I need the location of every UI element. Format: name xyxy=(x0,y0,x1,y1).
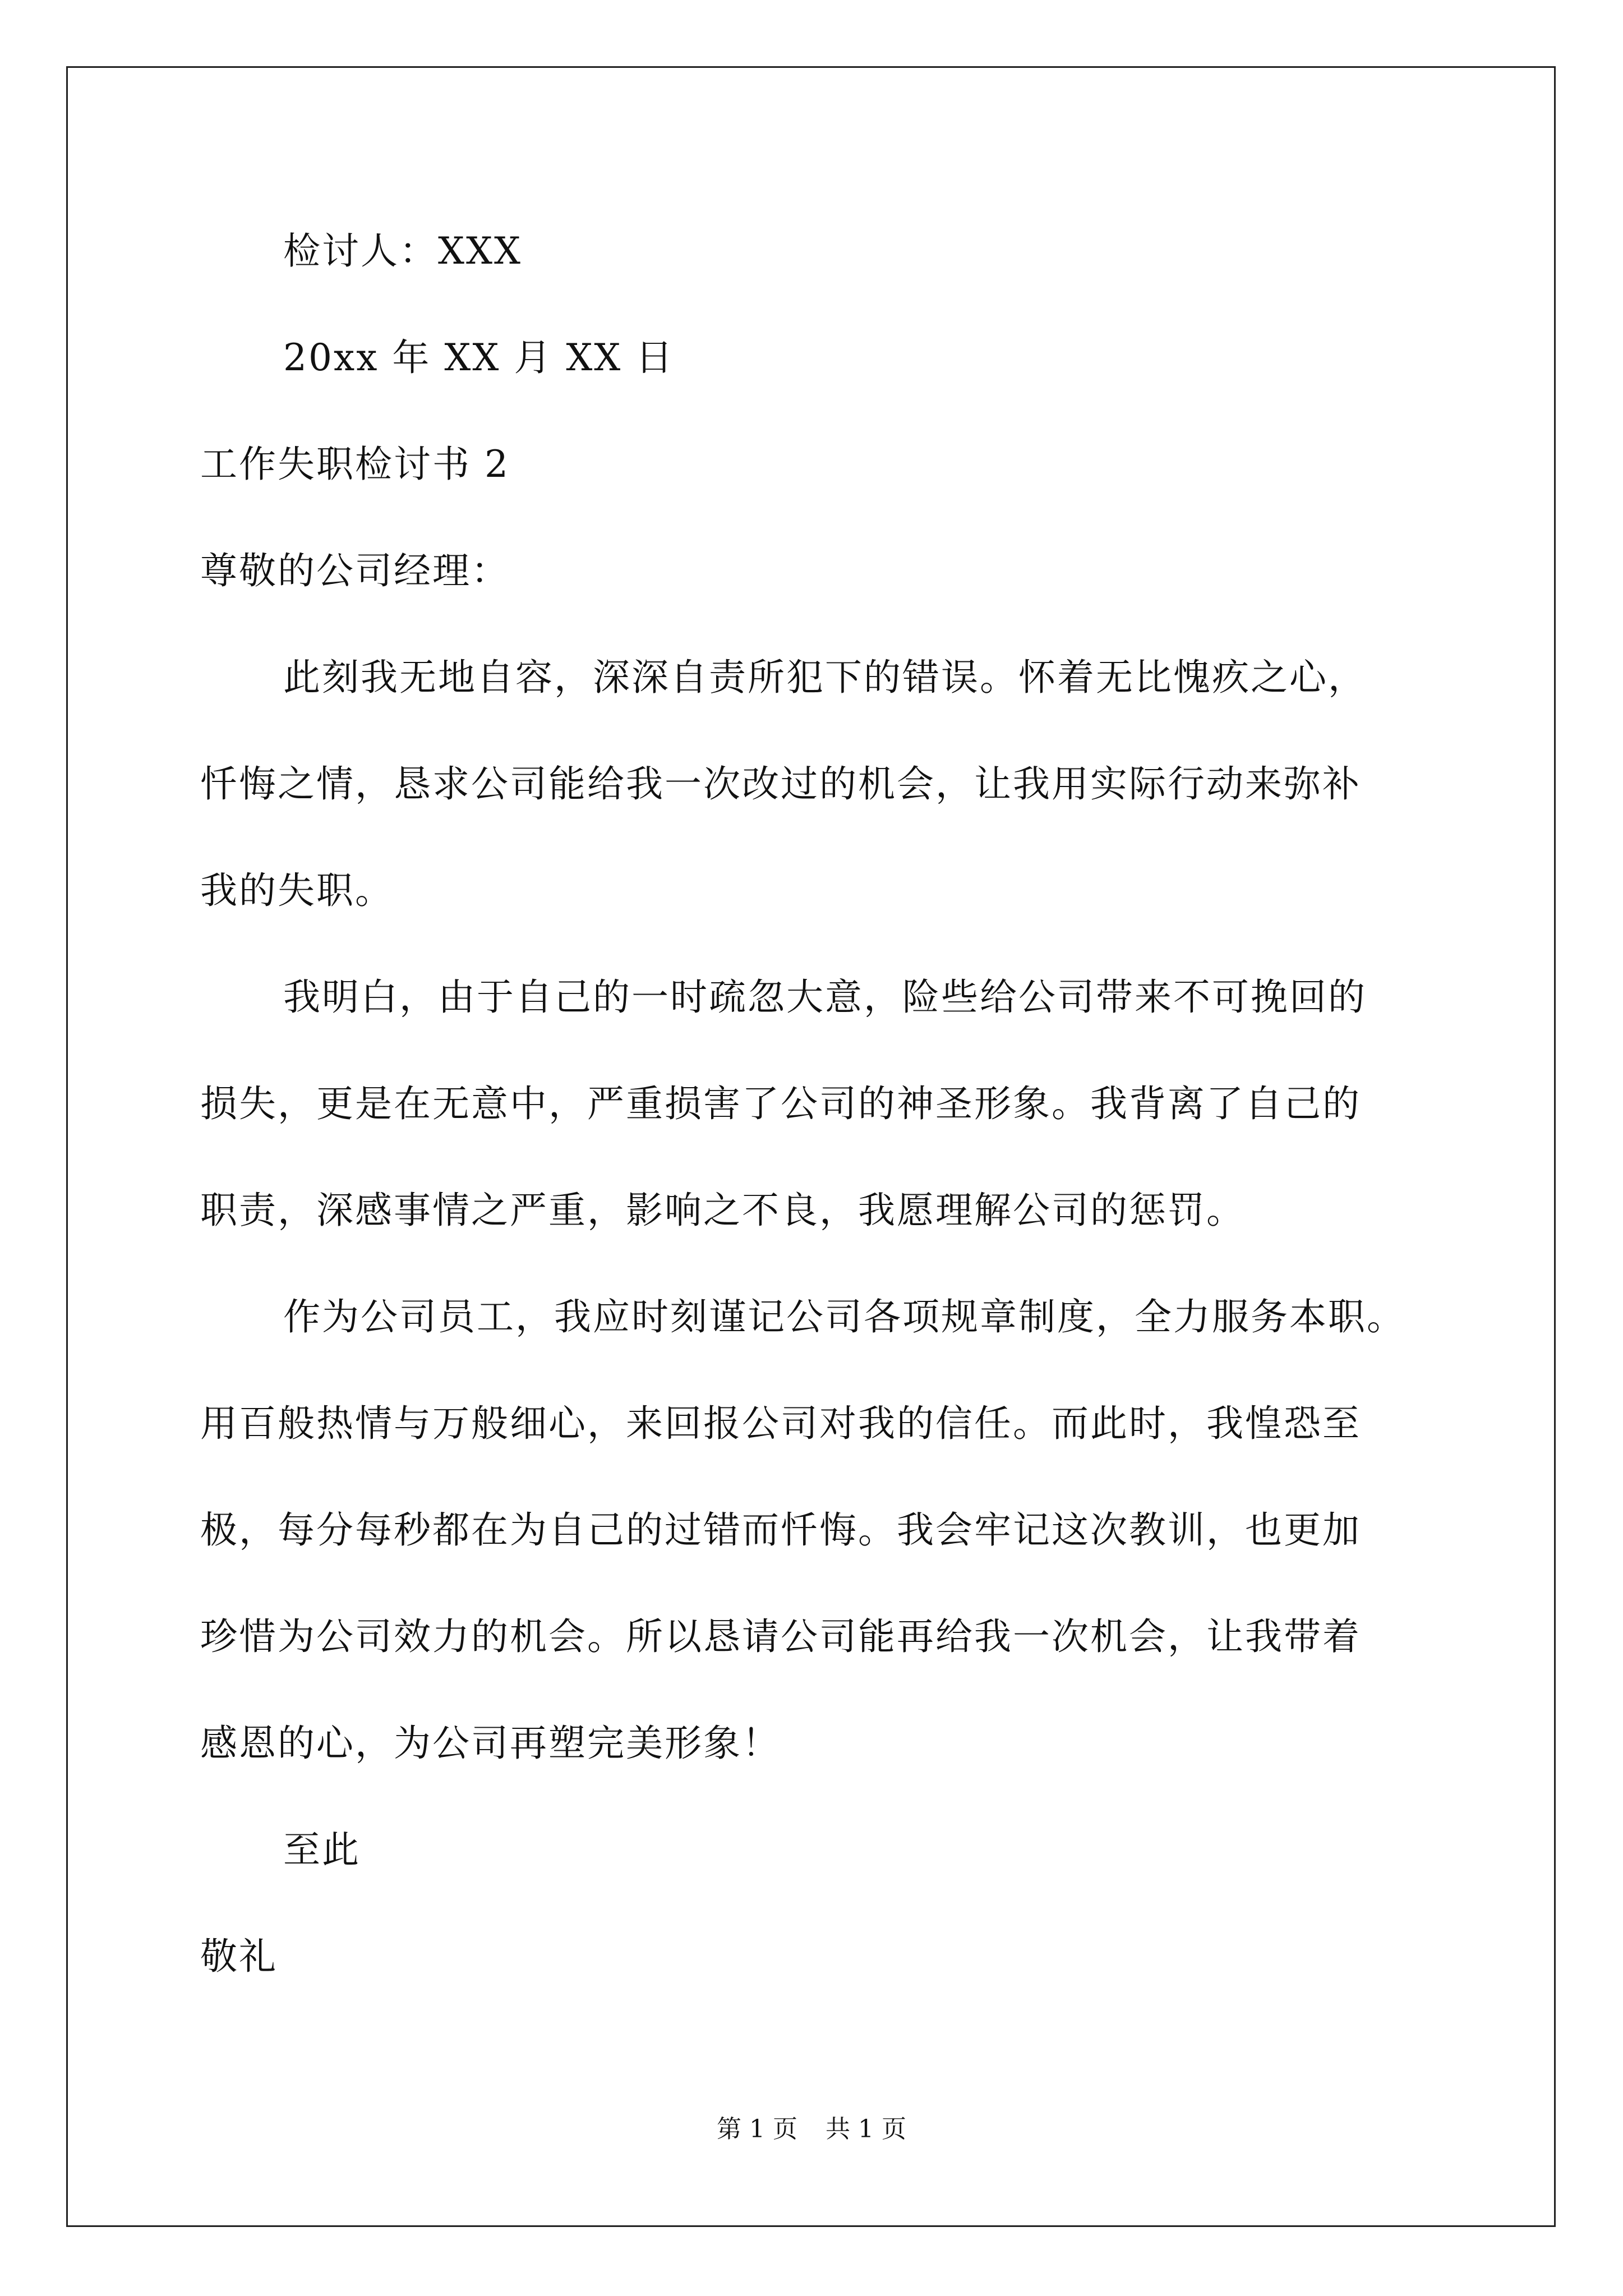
closing-line-2: 敬礼 xyxy=(200,1935,278,1978)
paragraph-1-line-3: 我的失职。 xyxy=(200,869,394,912)
paragraph-3-line-1: 作为公司员工，我应时刻谨记公司各项规章制度，全力服务本职。 xyxy=(283,1295,1405,1338)
paragraph-3-line-4: 珍惜为公司效力的机会。所以恳请公司能再给我一次机会，让我带着 xyxy=(200,1615,1361,1658)
page-footer xyxy=(0,2114,1623,2145)
date-line: 20xx 年 XX 月 XX 日 xyxy=(283,336,675,379)
signature-line: 检讨人：XXX xyxy=(283,229,522,273)
document-title: 工作失职检讨书 2 xyxy=(200,443,510,486)
paragraph-1-line-2: 忏悔之情，恳求公司能给我一次改过的机会，让我用实际行动来弥补 xyxy=(200,762,1361,806)
paragraph-1-line-1: 此刻我无地自容，深深自责所犯下的错误。怀着无比愧疚之心， xyxy=(283,656,1367,699)
paragraph-3-line-3: 极，每分每秒都在为自己的过错而忏悔。我会牢记这次教训，也更加 xyxy=(200,1508,1361,1552)
paragraph-2-line-3: 职责，深感事情之严重，影响之不良，我愿理解公司的惩罚。 xyxy=(200,1189,1245,1232)
paragraph-2-line-1: 我明白，由于自己的一时疏忽大意，险些给公司带来不可挽回的 xyxy=(283,976,1367,1019)
paragraph-3-line-5: 感恩的心，为公司再塑完美形象！ xyxy=(200,1722,781,1765)
salutation: 尊敬的公司经理： xyxy=(200,549,510,592)
closing-line-1: 至此 xyxy=(283,1828,361,1871)
page-number-total: 共 1 页 xyxy=(826,2115,906,2143)
page-border xyxy=(66,66,1556,2227)
page-number-current: 第 1 页 xyxy=(717,2115,797,2143)
paragraph-3-line-2: 用百般热情与万般细心，来回报公司对我的信任。而此时，我惶恐至 xyxy=(200,1402,1361,1445)
paragraph-2-line-2: 损失，更是在无意中，严重损害了公司的神圣形象。我背离了自己的 xyxy=(200,1082,1361,1125)
